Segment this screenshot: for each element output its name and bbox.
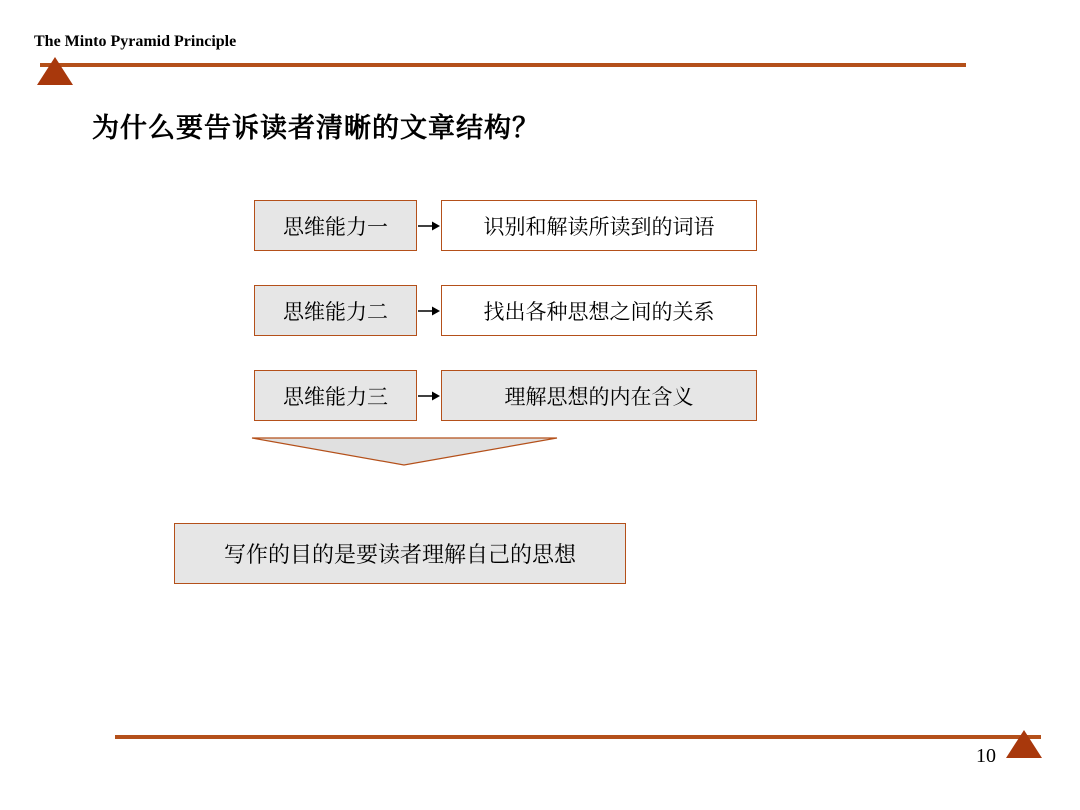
down-funnel-triangle [251, 437, 558, 467]
triangle-icon [1006, 730, 1042, 758]
description-box-2: 找出各种思想之间的关系 [441, 285, 757, 336]
ability-box-3: 思维能力三 [254, 370, 417, 421]
arrow-right-icon [418, 220, 440, 232]
ability-box-2: 思维能力二 [254, 285, 417, 336]
header-title: The Minto Pyramid Principle [34, 33, 237, 50]
bottom-divider [115, 735, 1041, 739]
ability-box-1: 思维能力一 [254, 200, 417, 251]
triangle-icon [37, 57, 73, 85]
arrow-right-icon [418, 390, 440, 402]
slide-title: 为什么要告诉读者清晰的文章结构？ [92, 113, 540, 144]
top-divider [40, 63, 966, 67]
description-box-1: 识别和解读所读到的词语 [441, 200, 757, 251]
description-box-3: 理解思想的内在含义 [441, 370, 757, 421]
page-number: 10 [976, 745, 996, 767]
arrow-right-icon [418, 305, 440, 317]
conclusion-box: 写作的目的是要读者理解自己的思想 [174, 523, 626, 584]
